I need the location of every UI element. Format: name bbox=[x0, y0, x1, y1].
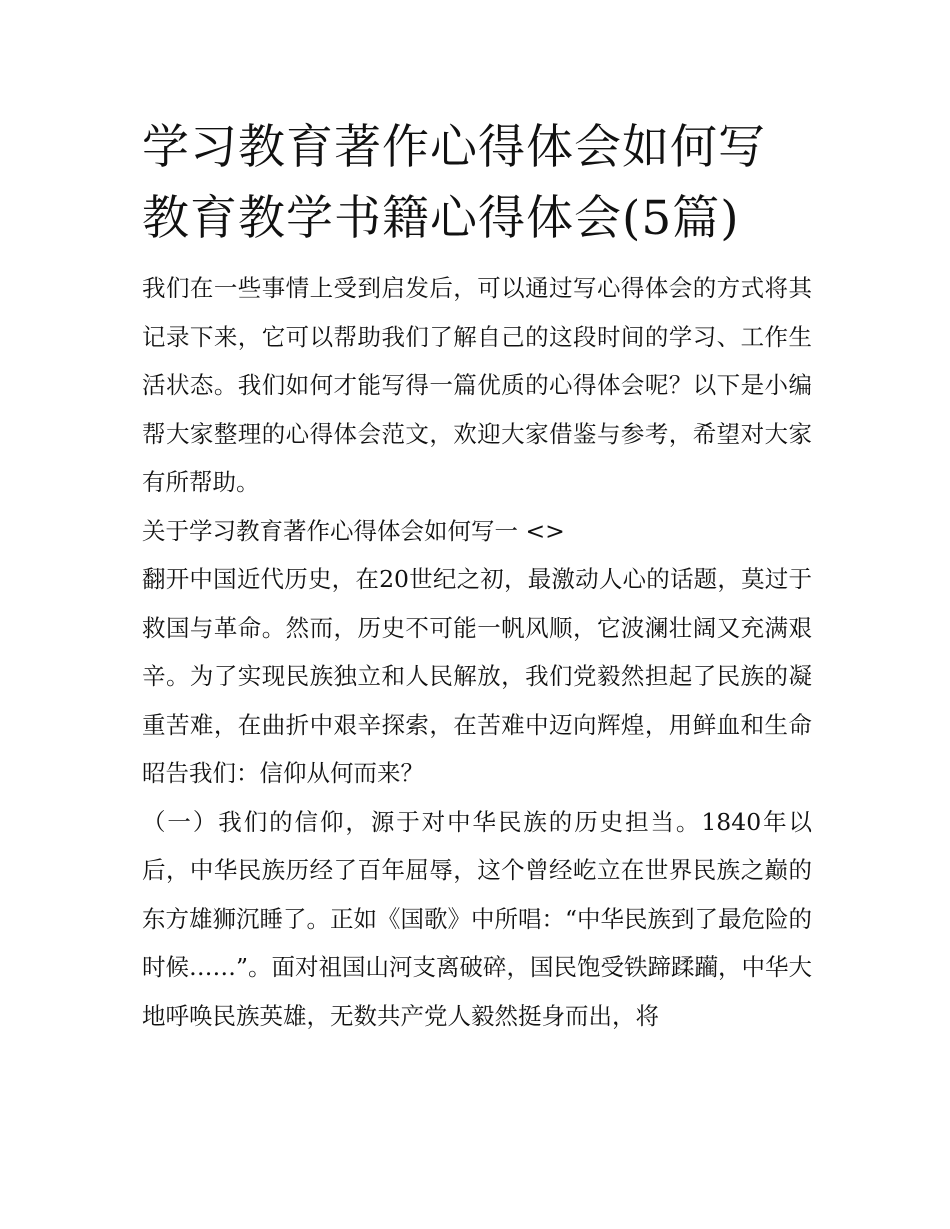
section-heading: 关于学习教育著作心得体会如何写一 <> bbox=[142, 516, 565, 545]
title-line-2: 教育教学书籍心得体会(5篇) bbox=[142, 191, 740, 246]
intro-paragraph: 我们在一些事情上受到启发后，可以通过写心得体会的方式将其记录下来，它可以帮助我们了解自己的这段时间的学习、工作生活状态。我们如何才能写得一篇优质的心得体会呢？以下是小编帮大家整理的心得体会范文，欢迎大家借鉴与参考，希望对大家有所帮助。 bbox=[142, 274, 812, 496]
title-line-1: 学习教育著作心得体会如何写 bbox=[142, 120, 766, 175]
document-page bbox=[142, 112, 812, 1040]
document-title bbox=[142, 112, 812, 254]
body-paragraph-2: （一）我们的信仰，源于对中华民族的历史担当。1840年以后，中华民族历经了百年屈辱，这个曾经屹立在世界民族之巅的东方雄狮沉睡了。正如《国歌》中所唱：“中华民族到了最危险的时候……”。面对祖国山河支离破碎，国民饱受铁蹄蹂躏，中华大地呼唤民族英雄，无数共产党人毅然挺身而出，将 bbox=[142, 807, 813, 1030]
body-paragraph-1: 翻开中国近代历史，在20世纪之初，最激动人心的话题，莫过于救国与革命。然而，历史不可能一帆风顺，它波澜壮阔又充满艰辛。为了实现民族独立和人民解放，我们党毅然担起了民族的凝重苦难，在曲折中艰辛探索，在苦难中迈向辉煌，用鲜血和生命昭告我们：信仰从何而来？ bbox=[142, 565, 812, 787]
